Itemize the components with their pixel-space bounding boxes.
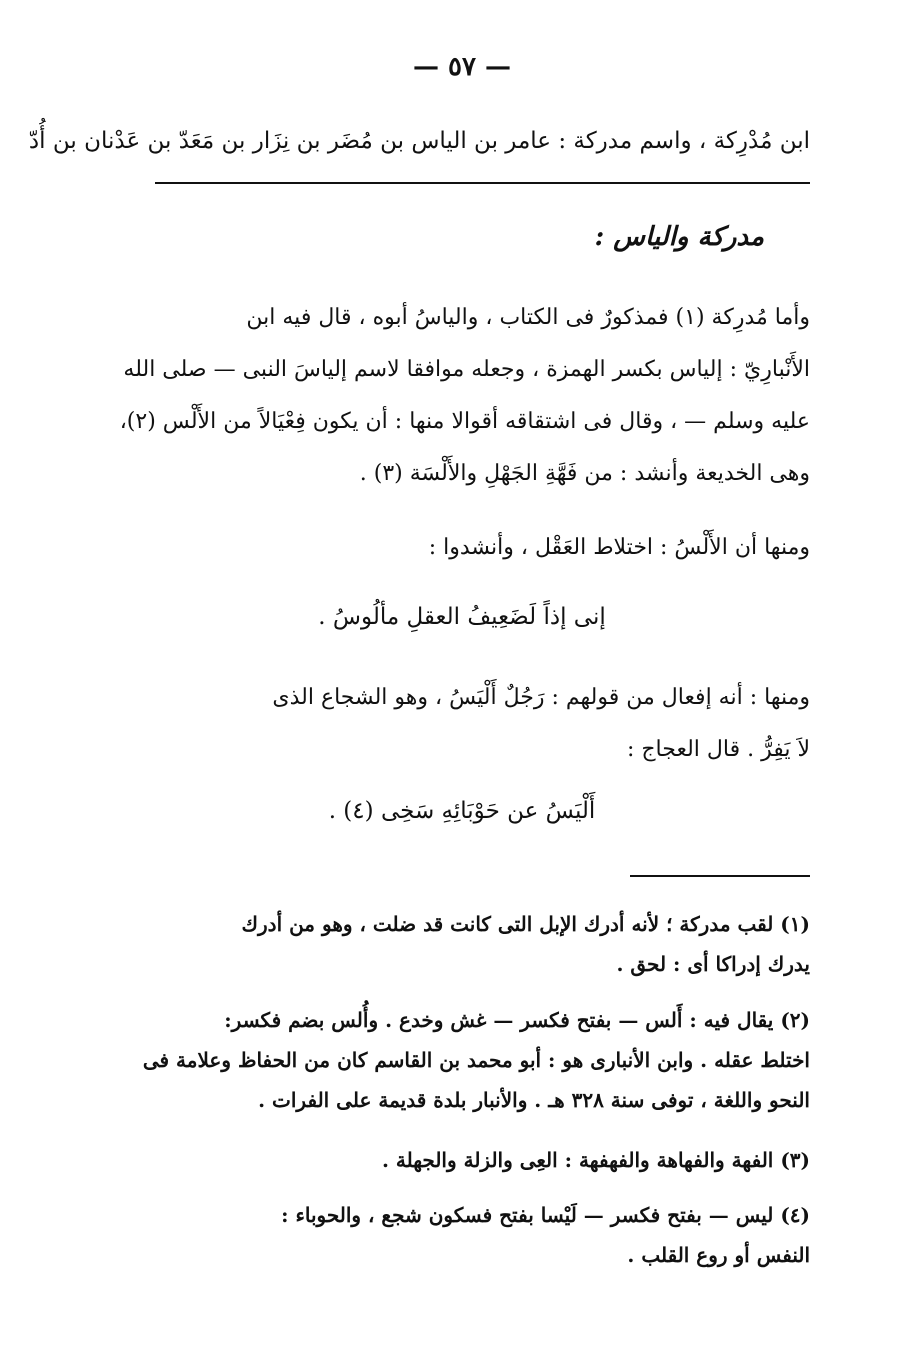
paragraph-line: ومنها أن الأَلْسُ : اختلاط العَقْل ، وأنشدوا : [428, 535, 810, 560]
verse-1: إنى إذاً لَضَعِيفُ العقلِ مألُوسُ . [318, 604, 606, 630]
footnote-2 [142, 1000, 810, 1120]
footnote-line: (٤) ليس — بفتح فكسر — لَيْسا بفتح فسكون شجع ، والحوباء : [281, 1203, 810, 1227]
footnote-line: (١) لقب مدركة ؛ لأنه أدرك الإبل التى كانت قد ضلت ، وهو من أدرك [241, 912, 810, 936]
page-number: — ٥٧ — [412, 52, 512, 82]
footnote-line: النفس أو روع القلب . [627, 1243, 810, 1267]
paragraph-1 [119, 292, 810, 500]
footnote-line: (٢) يقال فيه : أَلس — بفتح فكسر — غش وخدع . وأُلس بضم فكسر: [224, 1008, 810, 1032]
paragraph-3 [160, 672, 810, 776]
footnote-line: (٣) الفهة والفهاهة والفهفهة : العِى والزلة والجهلة . [381, 1148, 810, 1172]
paragraph-2 [160, 522, 810, 574]
paragraph-line: الأَنْبارِيّ : إلياس بكسر الهمزة ، وجعله موافقا لاسم إلياسَ النبى — صلى الله [123, 357, 810, 382]
footnote-line: النحو واللغة ، توفى سنة ٣٢٨ هـ . والأنبار بلدة قديمة على الفرات . [258, 1088, 810, 1112]
footnote-line: يدرك إدراكا أى : لحق . [616, 952, 810, 976]
footnote-3 [160, 1140, 810, 1180]
paragraph-line: ومنها : أنه إفعال من قولهم : رَجُلٌ أَلْيَسُ ، وهو الشجاع الذى [272, 685, 810, 710]
footnote-4 [160, 1195, 810, 1275]
verse-2: أَلْيَسُ عن حَوْبَائِهِ سَخِى (٤) . [328, 798, 596, 824]
header-divider [155, 182, 810, 184]
section-heading: مدركة والياس : [594, 222, 764, 252]
paragraph-line: عليه وسلم — ، وقال فى اشتقاقه أقوالا منها : أن يكون فِعْيَالاً من الأَلْس (٢)، [119, 409, 810, 434]
running-header: ابن مُدْرِكة ، واسم مدركة : عامر بن الياس بن مُضَر بن نِزَار بن مَعَدّ بن عَدْنان بن أُدّ [28, 128, 810, 154]
footnote-line: اختلط عقله . وابن الأنبارى هو : أبو محمد بن القاسم كان من الحفاظ وعلامة فى [142, 1048, 810, 1072]
footnote-divider [630, 875, 810, 877]
footnote-1 [160, 904, 810, 984]
paragraph-line: وهى الخديعة وأنشد : من فَهَّةِ الجَهْلِ والأَلْسَة (٣) . [359, 461, 810, 486]
paragraph-line: لاَ يَفِرُّ . قال العجاج : [626, 737, 810, 762]
paragraph-line: وأما مُدرِكة (١) فمذكورٌ فى الكتاب ، والياسُ أبوه ، قال فيه ابن [246, 305, 810, 330]
